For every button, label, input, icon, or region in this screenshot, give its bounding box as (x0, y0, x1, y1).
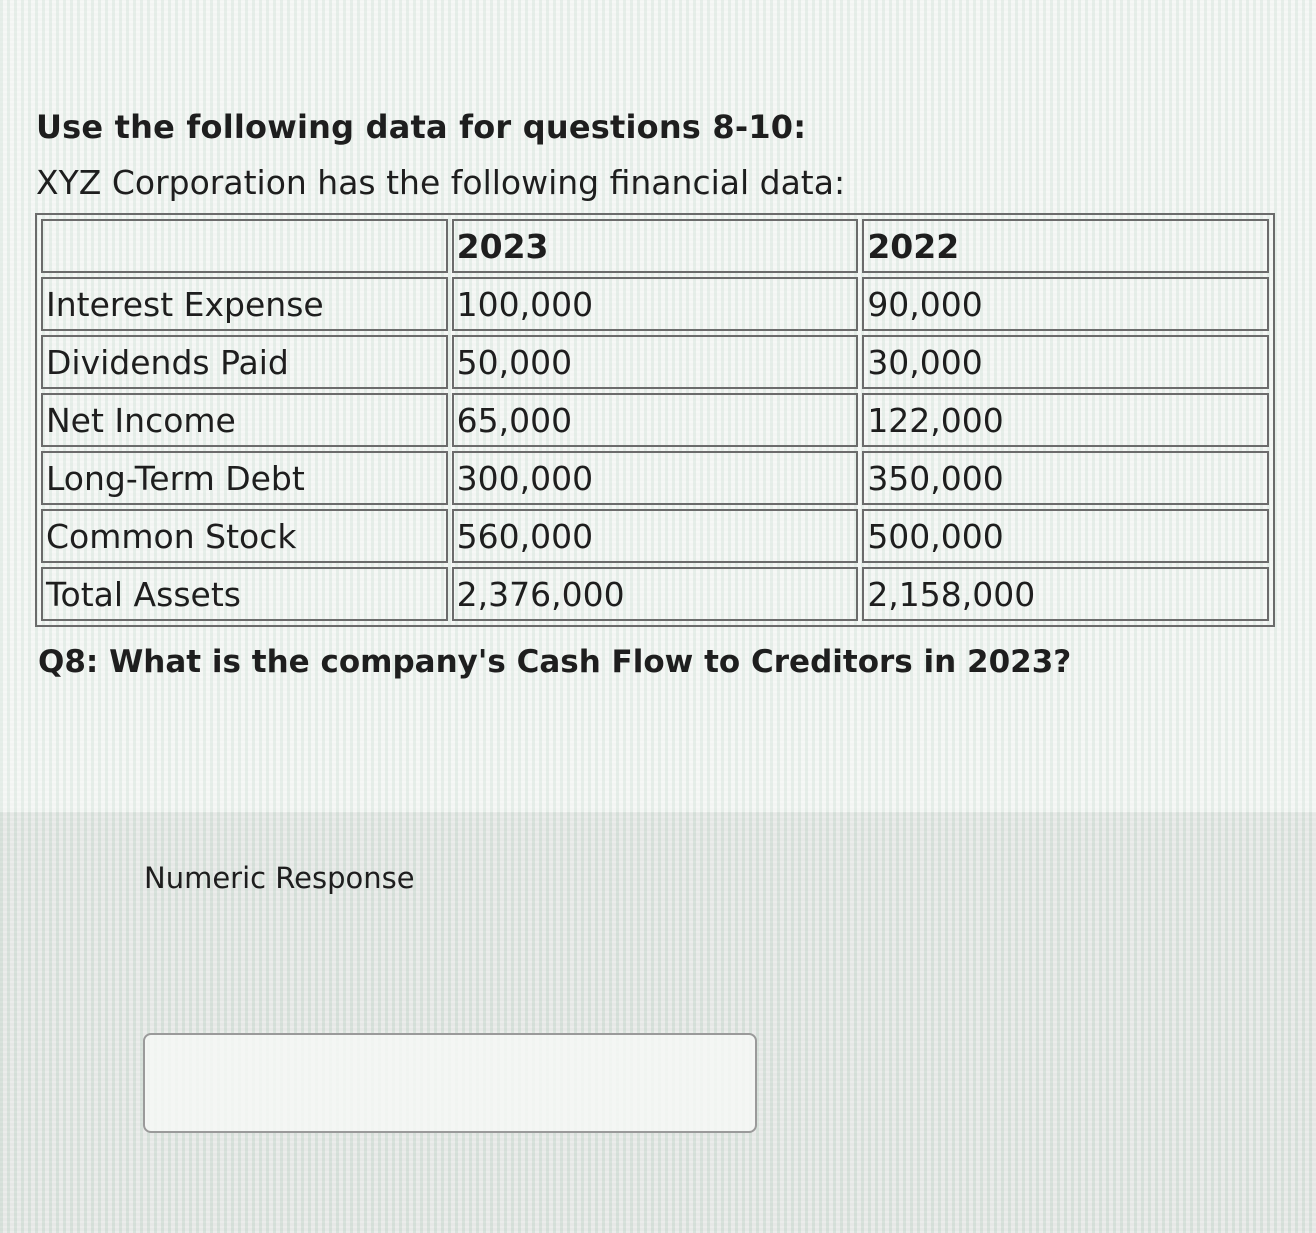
table-row (41, 335, 1269, 389)
numeric-response-label: Numeric Response (144, 861, 415, 895)
header-cell-2023: 2023 (452, 219, 859, 273)
header-cell-2022: 2022 (862, 219, 1269, 273)
header-cell-label (41, 219, 448, 273)
value-2022: 500,000 (862, 509, 1269, 563)
table-row (41, 451, 1269, 505)
row-label: Total Assets (41, 567, 448, 621)
financial-data-table (35, 213, 1275, 627)
value-2022: 122,000 (862, 393, 1269, 447)
table-header-row (41, 219, 1269, 273)
table-row (41, 393, 1269, 447)
value-2022: 90,000 (862, 277, 1269, 331)
table-row (41, 567, 1269, 621)
instructions-subheading: XYZ Corporation has the following financial data: (36, 163, 846, 202)
value-2023: 2,376,000 (452, 567, 859, 621)
instructions-heading: Use the following data for questions 8-10: (36, 108, 807, 146)
value-2023: 300,000 (452, 451, 859, 505)
row-label: Interest Expense (41, 277, 448, 331)
value-2023: 560,000 (452, 509, 859, 563)
table-row (41, 509, 1269, 563)
numeric-response-input[interactable] (143, 1033, 757, 1133)
value-2022: 30,000 (862, 335, 1269, 389)
value-2023: 100,000 (452, 277, 859, 331)
row-label: Common Stock (41, 509, 448, 563)
value-2023: 65,000 (452, 393, 859, 447)
row-label: Long-Term Debt (41, 451, 448, 505)
value-2022: 350,000 (862, 451, 1269, 505)
table-row (41, 277, 1269, 331)
row-label: Net Income (41, 393, 448, 447)
question-text: Q8: What is the company's Cash Flow to Creditors in 2023? (38, 644, 1072, 680)
row-label: Dividends Paid (41, 335, 448, 389)
value-2022: 2,158,000 (862, 567, 1269, 621)
value-2023: 50,000 (452, 335, 859, 389)
